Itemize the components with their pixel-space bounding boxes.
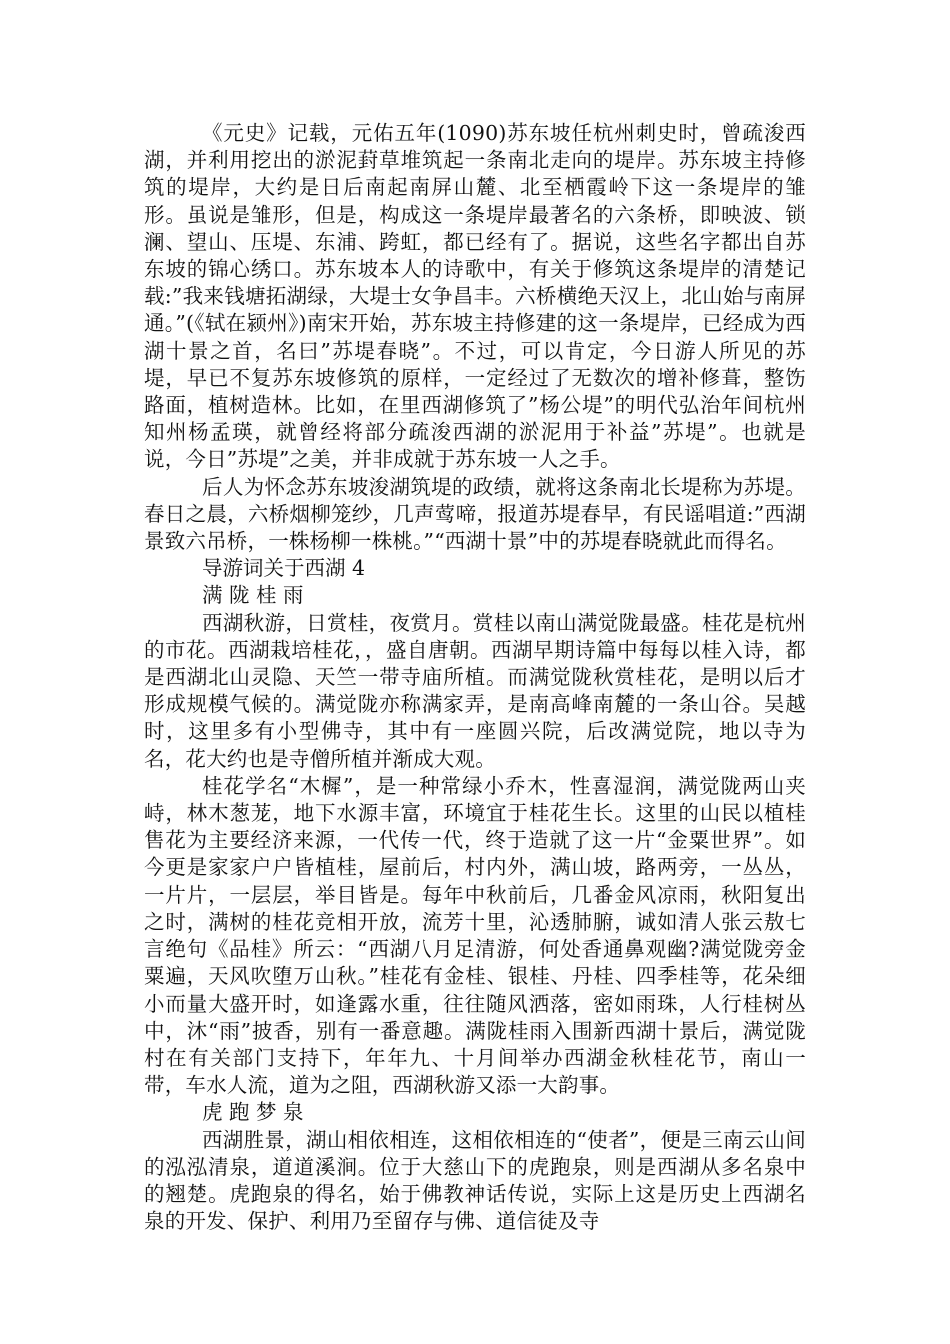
- paragraph-su-causeway-naming: 后人为怀念苏东坡浚湖筑堤的政绩，就将这条南北长堤称为苏堤。春日之晨，六桥烟柳笼纱，几声莺啼，报道苏堤春早，有民谣唱道:”西湖景致六吊桥，一株杨柳一株桃。”“西湖十景”中的苏堤春晓就此而得名。: [144, 474, 806, 554]
- paragraph-osmanthus-detail: 桂花学名“木樨”，是一种常绿小乔木，性喜湿润，满觉陇两山夹峙，林木葱茏，地下水源丰富，环境宜于桂花生长。这里的山民以植桂售花为主要经济来源，一代传一代，终于造就了这一片“金粟世界”。如今更是家家户户皆植桂，屋前后，村内外，满山坡，路两旁，一丛丛，一片片，一层层，举目皆是。每年中秋前后，几番金风凉雨，秋阳复出之时，满树的桂花竞相开放，流芳十里，沁透肺腑，诚如清人张云敖七言绝句《品桂》所云：“西湖八月足清游，何处香通鼻观幽?满觉陇旁金粟遍，天风吹堕万山秋。”桂花有金桂、银桂、丹桂、四季桂等，花朵细小而量大盛开时，如逢露水重，往往随风洒落，密如雨珠，人行桂树丛中，沐“雨”披香，别有一番意趣。满陇桂雨入围新西湖十景后，满觉陇村在有关部门支持下，年年九、十月间举办西湖金秋桂花节，南山一带，车水人流，道为之阻，西湖秋游又添一大韵事。: [144, 773, 806, 1098]
- heading-hupao-mengquan: 虎 跑 梦 泉: [202, 1100, 304, 1125]
- paragraph-osmanthus-intro: 西湖秋游，日赏桂，夜赏月。赏桂以南山满觉陇最盛。桂花是杭州的市花。西湖栽培桂花，，盛自唐朝。西湖早期诗篇中每每以桂入诗，都是西湖北山灵隐、天竺一带寺庙所植。而满觉陇秋赏桂花，是明以后才形成规模气候的。满觉陇亦称满家弄，是南高峰南麓的一条山谷。吴越时，这里多有小型佛寺，其中有一座圆兴院，后改满觉院，地以寺为名，花大约也是寺僧所植并渐成大观。: [144, 610, 806, 771]
- section-title: 导游词关于西湖 4: [202, 556, 366, 581]
- paragraph-su-causeway-history: 《元史》记载，元佑五年(1090)苏东坡任杭州刺史时，曾疏浚西湖，并利用挖出的淤泥葑草堆筑起一条南北走向的堤岸。苏东坡主持修筑的堤岸，大约是日后南起南屏山麓、北至栖霞岭下这一条堤岸的雏形。虽说是雏形，但是，构成这一条堤岸最著名的六条桥，即映波、锁澜、望山、压堤、东浦、跨虹，都已经有了。据说，这些名字都出自苏东坡的锦心绣口。苏东坡本人的诗歌中，有关于修筑这条堤岸的清楚记载:”我来钱塘拓湖绿，大堤士女争昌丰。六桥横绝天汉上，北山始与南屏通。”(《轼在颍州》)南宋开始，苏东坡主持修建的这一条堤岸，已经成为西湖十景之首，名曰”苏堤春晓”。不过，可以肯定，今日游人所见的苏堤，早已不复苏东坡修筑的原样，一定经过了无数次的增补修葺，整饬路面，植树造林。比如，在里西湖修筑了”杨公堤”的明代弘治年间杭州知州杨孟瑛，就曾经将部分疏浚西湖的淤泥用于补益”苏堤”。也就是说，今日”苏堤”之美，并非成就于苏东坡一人之手。: [144, 121, 806, 472]
- paragraph-hupao-spring: 西湖胜景，湖山相依相连，这相依相连的“使者”，便是三南云山间的泓泓清泉，道道溪涧。位于大慈山下的虎跑泉，则是西湖从多名泉中的翘楚。虎跑泉的得名，始于佛教神话传说，实际上这是历史上西湖名泉的开发、保护、利用乃至留存与佛、道信徒及寺: [144, 1127, 806, 1234]
- heading-manlong-guiyu: 满 陇 桂 雨: [202, 583, 304, 608]
